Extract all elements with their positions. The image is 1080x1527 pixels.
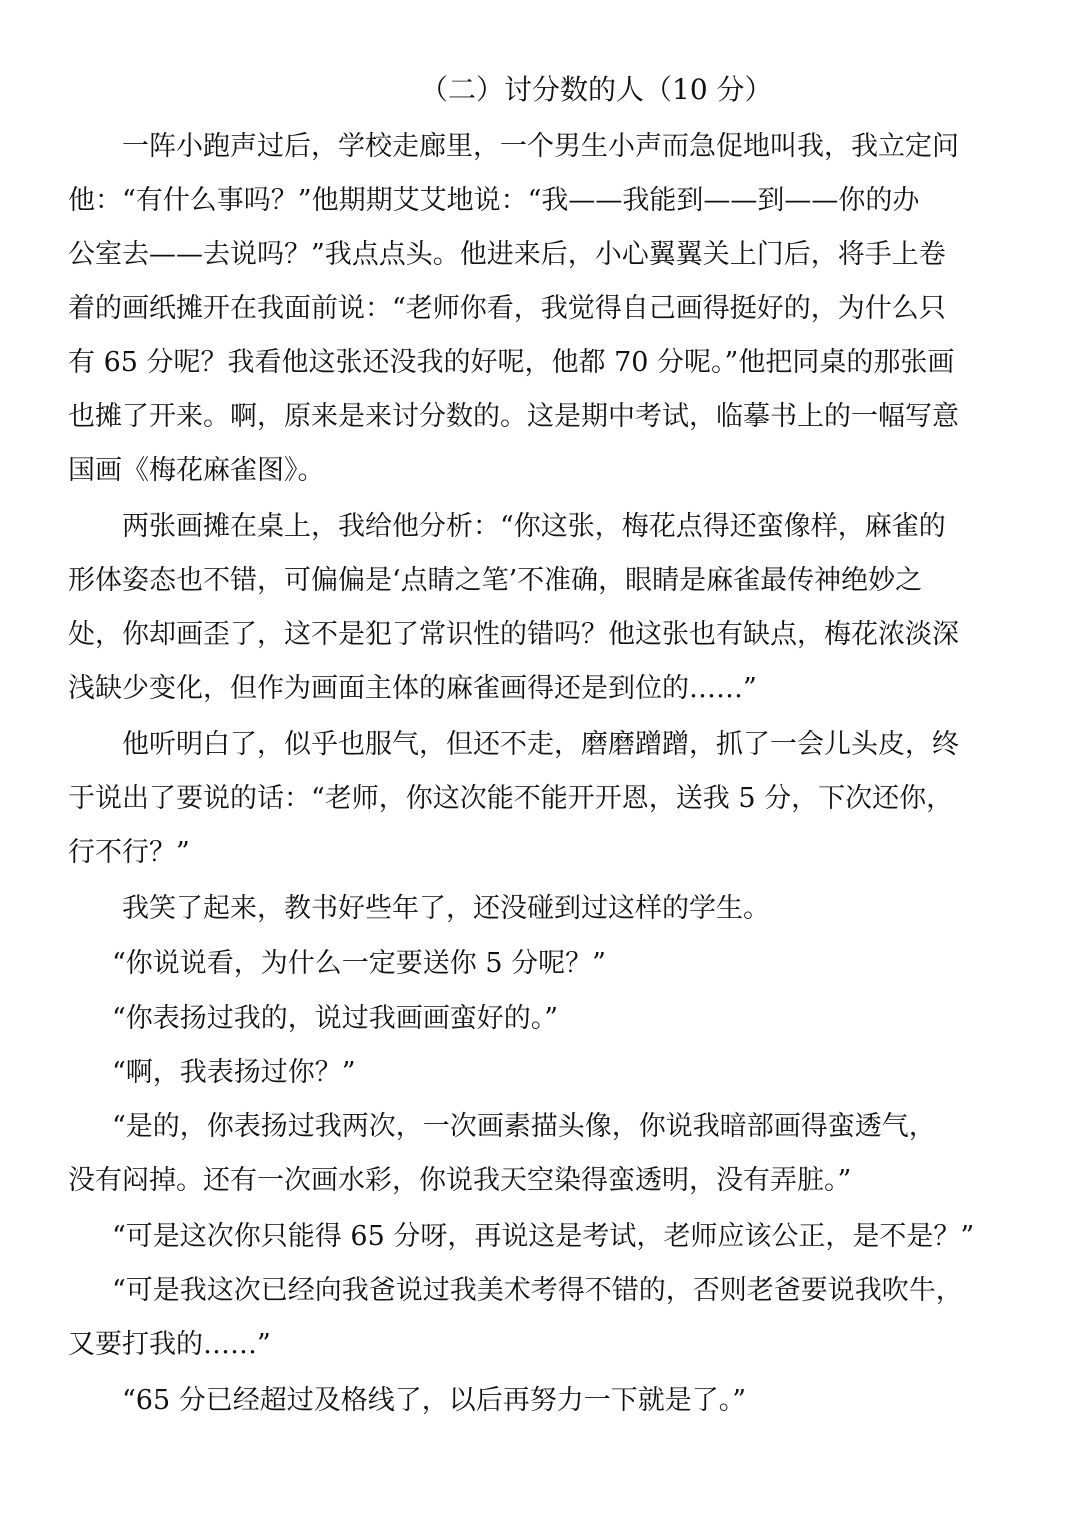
text-line: 公室去——去说吗？”我点点头。他进来后，小心翼翼关上门后，将手上卷 — [68, 239, 946, 270]
text-line: 处，你却画歪了，这不是犯了常识性的错吗？他这张也有缺点，梅花浓淡深 — [68, 619, 959, 650]
text-line: “可是我这次已经向我爸说过我美术考得不错的，否则老爸要说我吹牛， — [112, 1275, 963, 1306]
dialogue-line: “你表扬过我的，说过我画画蛮好的。” — [112, 1003, 559, 1034]
text-line: 于说出了要说的话：“老师，你这次能不能开开恩，送我 5 分，下次还你， — [68, 783, 954, 814]
paragraph-3 — [68, 718, 959, 880]
dialogue-line: “可是这次你只能得 65 分呀，再说这是考试，老师应该公正，是不是？” — [112, 1221, 975, 1252]
text-line: 着的画纸摊开在我面前说：“老师你看，我觉得自己画得挺好的，为什么只 — [68, 293, 946, 324]
paragraph-2 — [68, 500, 959, 716]
text-line: 国画《梅花麻雀图》。 — [68, 455, 325, 486]
text-line: 又要打我的……” — [68, 1329, 271, 1360]
text-line: 一阵小跑声过后，学校走廊里，一个男生小声而急促地叫我，我立定问 — [68, 131, 959, 162]
text-line: 形体姿态也不错，可偏偏是‘点睛之笔’不准确，眼睛是麻雀最传神绝妙之 — [68, 565, 923, 596]
text-line: 有 65 分呢？我看他这张还没我的好呢，他都 70 分呢。”他把同桌的那张画 — [68, 347, 955, 378]
text-line: 浅缺少变化，但作为画面主体的麻雀画得还是到位的……” — [68, 673, 757, 704]
paragraph-4: 我笑了起来，教书好些年了，还没碰到过这样的学生。 — [122, 893, 770, 924]
section-title: （二）讨分数的人（10 分） — [420, 73, 773, 106]
text-line: 两张画摊在桌上，我给他分析：“你这张，梅花点得还蛮像样，麻雀的 — [68, 511, 946, 542]
dialogue-paragraph — [68, 1264, 963, 1372]
paragraph-1 — [68, 120, 959, 498]
text-line: 没有闷掉。还有一次画水彩，你说我天空染得蛮透明，没有弄脏。” — [68, 1165, 852, 1196]
dialogue-line: “你说说看，为什么一定要送你 5 分呢？” — [112, 948, 606, 979]
text-line: 行不行？” — [68, 837, 190, 868]
dialogue-line: “65 分已经超过及格线了，以后再努力一下就是了。” — [122, 1385, 747, 1416]
text-line: 他听明白了，似乎也服气，但还不走，磨磨蹭蹭，抓了一会儿头皮，终 — [68, 729, 959, 760]
text-line: 也摊了开来。啊，原来是来讨分数的。这是期中考试，临摹书上的一幅写意 — [68, 401, 959, 432]
dialogue-line: “啊，我表扬过你？” — [112, 1057, 356, 1088]
text-line: “是的，你表扬过我两次，一次画素描头像，你说我暗部画得蛮透气， — [112, 1111, 936, 1142]
dialogue-paragraph — [68, 1100, 936, 1208]
text-line: 他：“有什么事吗？”他期期艾艾地说：“我——我能到——到——你的办 — [68, 185, 920, 216]
